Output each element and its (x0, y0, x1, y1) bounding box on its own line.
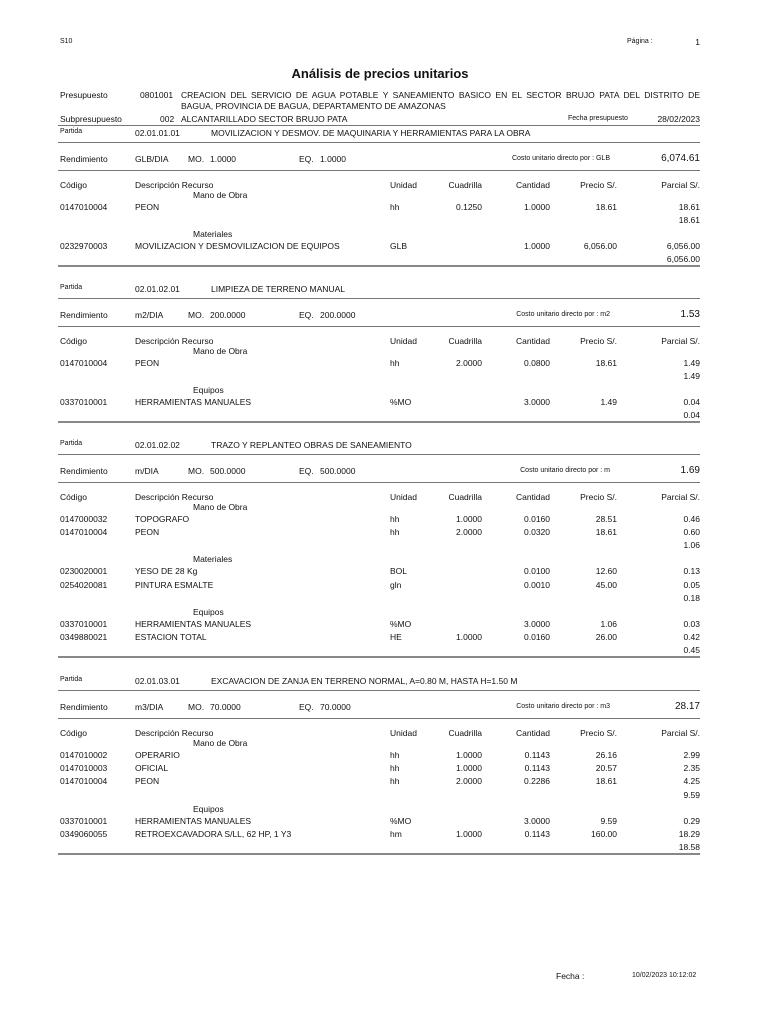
row-descripcion: HERRAMIENTAS MANUALES (135, 397, 252, 408)
row-codigo: 0147010004 (60, 202, 108, 212)
partida-divider (58, 142, 700, 143)
eq-label: EQ. (299, 154, 314, 164)
presupuesto-name-line2: BAGUA, PROVINCIA DE BAGUA, DEPARTAMENTO DE AMAZONAS (181, 101, 446, 111)
row-precio: 26.00 (595, 632, 617, 642)
mo-value: 1.0000 (210, 154, 236, 164)
row-parcial: 1.49 (683, 358, 700, 368)
col-header-unidad: Unidad (390, 180, 417, 190)
mo-label: MO. (188, 466, 205, 476)
row-descripcion: RETROEXCAVADORA S/LL, 62 HP, 1 Y3 (135, 828, 292, 839)
group-title: Mano de Obra (193, 502, 248, 512)
row-cuadrilla: 1.0000 (456, 632, 482, 642)
group-subtotal: 0.45 (683, 645, 700, 656)
row-codigo: 0337010001 (60, 815, 108, 826)
row-precio: 9.59 (600, 815, 617, 826)
row-precio: 28.51 (595, 514, 617, 524)
subpresupuesto-label: Subpresupuesto (60, 114, 122, 124)
row-unidad: hh (390, 776, 400, 787)
row-parcial: 2.35 (683, 763, 700, 774)
rendimiento-label: Rendimiento (60, 466, 108, 476)
col-header-unidad: Unidad (390, 728, 417, 738)
row-cuadrilla: 2.0000 (456, 527, 482, 538)
row-cantidad: 3.0000 (524, 815, 550, 826)
group-subtotal: 9.59 (683, 789, 700, 800)
rendimiento-label: Rendimiento (60, 310, 108, 320)
rendimiento-unit: m2/DIA (135, 310, 164, 320)
row-precio: 18.61 (595, 527, 617, 538)
eq-label: EQ. (299, 466, 314, 476)
row-precio: 1.49 (600, 397, 617, 408)
partida-label: Partida (60, 284, 83, 291)
rendimiento-divider (58, 482, 700, 483)
row-codigo: 0147010002 (60, 750, 108, 760)
row-unidad: hh (390, 527, 400, 538)
col-header-descripcion: Descripción Recurso (135, 492, 214, 502)
row-codigo: 0337010001 (60, 618, 108, 629)
partida-end-divider (58, 265, 700, 267)
costo-unitario-label: Costo unitario directo por : m (520, 467, 610, 474)
row-cantidad: 1.0000 (524, 241, 550, 252)
row-descripcion: PINTURA ESMALTE (135, 579, 214, 590)
rendimiento-label: Rendimiento (60, 702, 108, 712)
col-header-parcial: Parcial S/. (661, 336, 700, 346)
partida-divider (58, 690, 700, 691)
row-cantidad: 3.0000 (524, 397, 550, 408)
col-header-cantidad: Cantidad (515, 336, 550, 346)
partida-label: Partida (60, 676, 83, 683)
group-title: Materiales (193, 554, 233, 565)
costo-unitario-value: 28.17 (674, 701, 700, 712)
col-header-descripcion: Descripción Recurso (135, 180, 214, 190)
mo-label: MO. (188, 702, 205, 712)
group-title: Mano de Obra (193, 190, 248, 200)
row-descripcion: HERRAMIENTAS MANUALES (135, 618, 252, 629)
col-header-cantidad: Cantidad (515, 180, 550, 190)
row-cantidad: 0.0160 (524, 514, 550, 524)
row-descripcion: PEON (135, 202, 160, 212)
col-header-parcial: Parcial S/. (661, 728, 700, 738)
group-title: Mano de Obra (193, 346, 248, 356)
row-unidad: %MO (390, 397, 412, 408)
partida-code: 02.01.02.02 (135, 440, 180, 450)
group-title: Equipos (193, 606, 224, 617)
row-parcial: 18.29 (678, 828, 700, 839)
page-label: Página : (627, 38, 653, 45)
row-parcial: 18.61 (678, 202, 700, 212)
rendimiento-unit: m3/DIA (135, 702, 164, 712)
row-cantidad: 0.0100 (524, 566, 550, 577)
partida-end-divider (58, 656, 700, 658)
rendimiento-unit: GLB/DIA (135, 154, 169, 164)
rendimiento-divider (58, 326, 700, 327)
row-cantidad: 0.0800 (524, 358, 550, 368)
footer-fecha-label: Fecha : (556, 971, 585, 981)
rendimiento-divider (58, 718, 700, 719)
row-codigo: 0232970003 (60, 241, 108, 252)
row-cantidad: 3.0000 (524, 618, 550, 629)
row-codigo: 0337010001 (60, 397, 108, 408)
costo-unitario-value: 1.53 (680, 309, 700, 320)
row-codigo: 0147010004 (60, 776, 108, 787)
col-header-precio: Precio S/. (580, 336, 617, 346)
col-header-cuadrilla: Cuadrilla (448, 336, 482, 346)
row-descripcion: YESO DE 28 Kg (135, 566, 198, 577)
row-codigo: 0349060055 (60, 828, 108, 839)
row-parcial: 0.05 (683, 579, 700, 590)
row-precio: 18.61 (595, 202, 617, 212)
row-unidad: hh (390, 358, 400, 368)
col-header-descripcion: Descripción Recurso (135, 728, 214, 738)
group-subtotal: 0.18 (683, 592, 700, 603)
col-header-parcial: Parcial S/. (661, 180, 700, 190)
group-subtotal: 0.04 (683, 410, 700, 421)
col-header-parcial: Parcial S/. (661, 492, 700, 502)
group-subtotal: 1.49 (683, 371, 700, 382)
row-cantidad: 0.1143 (524, 828, 550, 839)
row-precio: 18.61 (595, 358, 617, 368)
row-unidad: hm (390, 828, 402, 839)
row-codigo: 0254020081 (60, 579, 108, 590)
page-title: Análisis de precios unitarios (291, 66, 469, 81)
row-codigo: 0147010004 (60, 358, 108, 368)
row-unidad: hh (390, 763, 400, 774)
row-unidad: hh (390, 750, 400, 760)
row-descripcion: OFICIAL (135, 763, 169, 774)
col-header-cuadrilla: Cuadrilla (448, 180, 482, 190)
fecha-presupuesto-label: Fecha presupuesto (568, 115, 628, 122)
row-unidad: HE (390, 632, 402, 642)
group-title: Equipos (193, 385, 224, 396)
row-parcial: 6,056.00 (666, 241, 700, 252)
row-cantidad: 0.1143 (524, 750, 550, 760)
col-header-cuadrilla: Cuadrilla (448, 492, 482, 502)
row-codigo: 0349880021 (60, 632, 108, 642)
row-descripcion: HERRAMIENTAS MANUALES (135, 815, 252, 826)
row-descripcion: TOPOGRAFO (135, 514, 190, 524)
subpresupuesto-code: 002 (160, 114, 175, 124)
col-header-precio: Precio S/. (580, 728, 617, 738)
row-cantidad: 0.0160 (524, 632, 550, 642)
row-cantidad: 0.0320 (524, 527, 550, 538)
row-parcial: 0.60 (683, 527, 700, 538)
partida-end-divider (58, 853, 700, 855)
row-precio: 12.60 (595, 566, 617, 577)
group-subtotal: 18.58 (678, 842, 700, 852)
row-parcial: 0.46 (683, 514, 700, 524)
row-descripcion: PEON (135, 527, 160, 538)
rendimiento-label: Rendimiento (60, 154, 108, 164)
partida-name: LIMPIEZA DE TERRENO MANUAL (211, 284, 345, 294)
mo-label: MO. (188, 310, 205, 320)
col-header-unidad: Unidad (390, 492, 417, 502)
row-parcial: 0.42 (683, 632, 700, 642)
row-cuadrilla: 0.1250 (456, 202, 482, 212)
row-descripcion: OPERARIO (135, 750, 180, 760)
eq-value: 70.0000 (320, 702, 351, 712)
partida-name: TRAZO Y REPLANTEO OBRAS DE SANEAMIENTO (211, 440, 412, 450)
partida-end-divider (58, 421, 700, 423)
eq-value: 200.0000 (320, 310, 356, 320)
presupuesto-code: 0801001 (140, 90, 174, 100)
row-precio: 160.00 (591, 828, 617, 839)
row-precio: 6,056.00 (583, 241, 617, 252)
partida-name: MOVILIZACION Y DESMOV. DE MAQUINARIA Y HERRAMIENTAS PARA LA OBRA (211, 128, 531, 138)
row-unidad: GLB (390, 241, 408, 252)
row-parcial: 0.13 (683, 566, 700, 577)
group-title: Mano de Obra (193, 738, 248, 748)
partida-divider (58, 298, 700, 299)
software-label: S10 (60, 38, 73, 45)
col-header-cantidad: Cantidad (515, 728, 550, 738)
page-number: 1 (695, 37, 700, 47)
col-header-precio: Precio S/. (580, 492, 617, 502)
partida-code: 02.01.01.01 (135, 128, 180, 138)
row-cantidad: 0.1143 (524, 763, 550, 774)
group-title: Materiales (193, 229, 233, 240)
row-codigo: 0147010004 (60, 527, 108, 538)
row-codigo: 0230020001 (60, 566, 108, 577)
col-header-cantidad: Cantidad (515, 492, 550, 502)
row-parcial: 2.99 (683, 750, 700, 760)
partida-name: EXCAVACION DE ZANJA EN TERRENO NORMAL, A=0.80 M, HASTA H=1.50 M (211, 676, 518, 686)
costo-unitario-value: 6,074.61 (661, 153, 700, 164)
row-unidad: hh (390, 514, 400, 524)
row-unidad: %MO (390, 815, 412, 826)
eq-label: EQ. (299, 310, 314, 320)
header-divider (58, 125, 700, 126)
row-descripcion: PEON (135, 776, 160, 787)
row-precio: 1.06 (600, 618, 617, 629)
costo-unitario-label: Costo unitario directo por : m3 (516, 703, 610, 710)
col-header-cuadrilla: Cuadrilla (448, 728, 482, 738)
row-cuadrilla: 1.0000 (456, 763, 482, 774)
subpresupuesto-name: ALCANTARILLADO SECTOR BRUJO PATA (181, 114, 348, 124)
row-descripcion: ESTACION TOTAL (135, 632, 207, 642)
row-parcial: 0.03 (683, 618, 700, 629)
row-cantidad: 0.2286 (524, 776, 550, 787)
partida-code: 02.01.03.01 (135, 676, 180, 686)
row-cuadrilla: 1.0000 (456, 514, 482, 524)
row-parcial: 0.04 (683, 397, 700, 408)
eq-value: 1.0000 (320, 154, 346, 164)
row-precio: 20.57 (595, 763, 617, 774)
col-header-descripcion: Descripción Recurso (135, 336, 214, 346)
row-precio: 45.00 (595, 579, 617, 590)
row-parcial: 0.29 (683, 815, 700, 826)
col-header-codigo: Código (60, 180, 87, 190)
partida-label: Partida (60, 440, 83, 447)
presupuesto-label: Presupuesto (60, 90, 108, 100)
group-subtotal: 6,056.00 (666, 254, 700, 265)
col-header-codigo: Código (60, 336, 87, 346)
row-cuadrilla: 2.0000 (456, 358, 482, 368)
presupuesto-name-line1: CREACION DEL SERVICIO DE AGUA POTABLE Y SANEAMIENTO BASICO EN EL SECTOR BRUJO PATA DEL DISTRITO DE (181, 90, 700, 100)
mo-value: 70.0000 (210, 702, 241, 712)
mo-label: MO. (188, 154, 205, 164)
row-precio: 18.61 (595, 776, 617, 787)
row-codigo: 0147010003 (60, 763, 108, 774)
mo-value: 500.0000 (210, 466, 246, 476)
row-cuadrilla: 1.0000 (456, 750, 482, 760)
row-descripcion: MOVILIZACION Y DESMOVILIZACION DE EQUIPOS (135, 241, 340, 252)
row-cuadrilla: 1.0000 (456, 828, 482, 839)
costo-unitario-value: 1.69 (680, 465, 700, 476)
row-unidad: %MO (390, 618, 412, 629)
mo-value: 200.0000 (210, 310, 246, 320)
col-header-precio: Precio S/. (580, 180, 617, 190)
rendimiento-divider (58, 170, 700, 171)
group-title: Equipos (193, 803, 224, 814)
col-header-unidad: Unidad (390, 336, 417, 346)
group-subtotal: 1.06 (683, 540, 700, 551)
row-codigo: 0147000032 (60, 514, 108, 524)
eq-label: EQ. (299, 702, 314, 712)
row-parcial: 4.25 (683, 776, 700, 787)
row-unidad: hh (390, 202, 400, 212)
fecha-presupuesto: 28/02/2023 (657, 114, 700, 124)
col-header-codigo: Código (60, 728, 87, 738)
col-header-codigo: Código (60, 492, 87, 502)
partida-divider (58, 454, 700, 455)
group-subtotal: 18.61 (678, 215, 700, 226)
row-unidad: gln (390, 579, 402, 590)
row-unidad: BOL (390, 566, 408, 577)
row-descripcion: PEON (135, 358, 160, 368)
row-cuadrilla: 2.0000 (456, 776, 482, 787)
costo-unitario-label: Costo unitario directo por : m2 (516, 311, 610, 318)
footer-fecha-value: 10/02/2023 10:12:02 (632, 972, 697, 979)
row-cantidad: 1.0000 (524, 202, 550, 212)
row-cantidad: 0.0010 (524, 579, 550, 590)
costo-unitario-label: Costo unitario directo por : GLB (511, 155, 610, 162)
rendimiento-unit: m/DIA (135, 466, 159, 476)
row-precio: 26.16 (595, 750, 617, 760)
partida-label: Partida (60, 128, 83, 135)
eq-value: 500.0000 (320, 466, 356, 476)
partida-code: 02.01.02.01 (135, 284, 180, 294)
